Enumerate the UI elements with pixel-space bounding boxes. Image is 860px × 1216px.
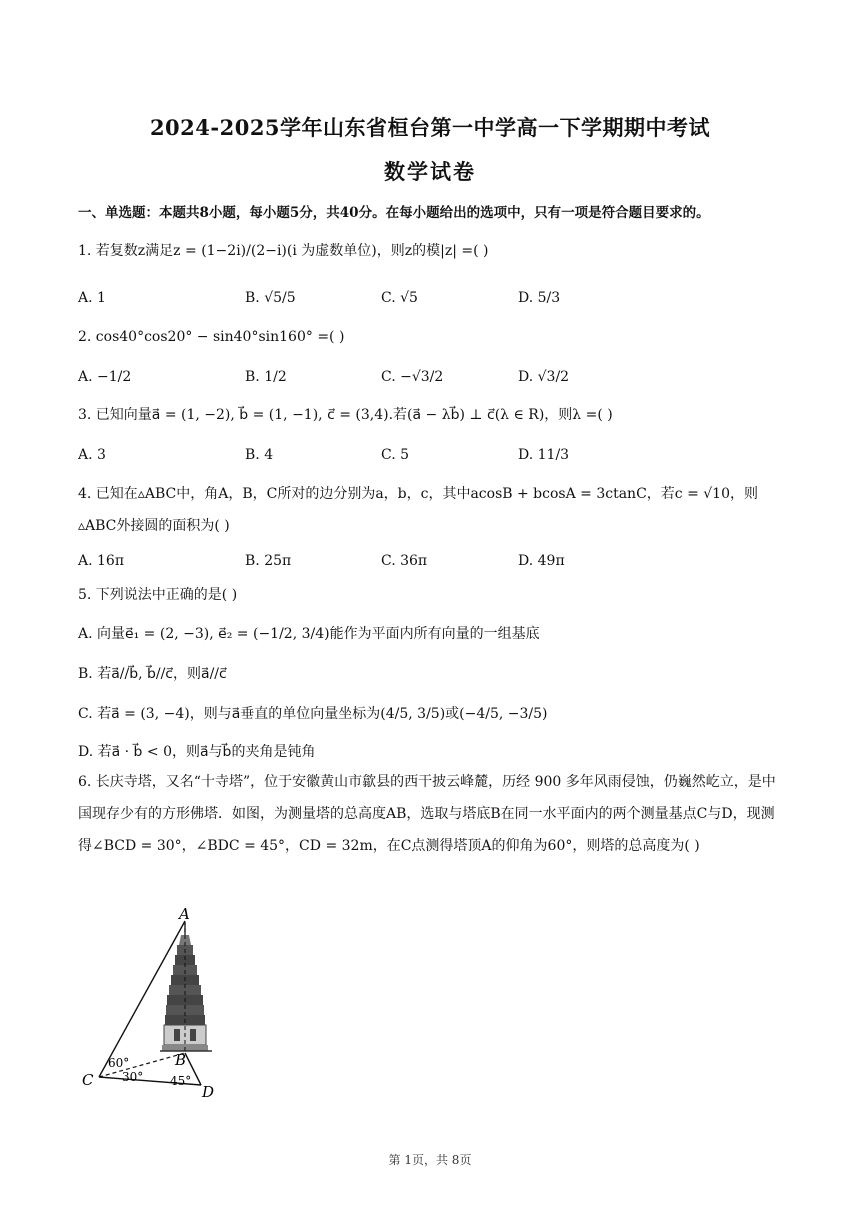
- angle-bcd: 30°: [122, 1070, 144, 1084]
- angle-elevation: 60°: [108, 1056, 130, 1070]
- page-footer: 第 1页，共 8页: [388, 1153, 472, 1167]
- q4-option-a: A. 16π: [78, 553, 125, 569]
- section-heading: 一、单选题：本题共8小题，每小题5分，共40分。在每小题给出的选项中，只有一项是符合题目要求的。: [78, 205, 710, 221]
- exam-subtitle: 数学试卷: [384, 159, 476, 184]
- exam-title: 2024-2025学年山东省桓台第一中学高一下学期期中考试: [149, 115, 711, 140]
- q1-option-a: A. 1: [78, 290, 106, 306]
- question-6-stem: 6. 长庆寺塔，又名“十寺塔”，位于安徽黄山市歙县的西干披云峰麓，历经 900 多年风雨侵蚀，仍巍然屹立，是中国现存少有的方形佛塔．如图，为测量塔的总高度AB，选取与塔底B在同一水平面内的两个测量基点C与D，现测得∠BCD = 30°，∠BDC = 45°，CD = 32m，在C点测得塔顶A的仰角为60°，则塔的总高度为( ): [78, 774, 776, 854]
- pagoda-illustration: [160, 923, 212, 1051]
- label-c: C: [82, 1071, 94, 1089]
- question-2-stem: 2. cos40°cos20° − sin40°sin160° =( ): [78, 329, 345, 345]
- q2-option-c: C. −√3/2: [381, 369, 444, 385]
- q3-option-b: B. 4: [245, 447, 274, 463]
- q5-option-d: D. 若a⃗ · b⃗ < 0，则a⃗与b⃗的夹角是钝角: [78, 744, 316, 760]
- q3-option-a: A. 3: [78, 447, 106, 463]
- q5-option-c: C. 若a⃗ = (3, −4)，则与a⃗垂直的单位向量坐标为(4/5, 3/5)或(−4/5, −3/5): [78, 706, 548, 722]
- q2-option-a: A. −1/2: [78, 369, 132, 385]
- q2-option-d: D. √3/2: [518, 369, 570, 385]
- question-4-stem: 4. 已知在▵ABC中，角A，B，C所对的边分别为a，b，c，其中acosB + bcosA = 3ctanC，若c = √10，则▵ABC外接圆的面积为( ): [78, 486, 758, 534]
- q4-option-d: D. 49π: [518, 553, 565, 569]
- q5-option-b: B. 若a⃗//b⃗, b⃗//c⃗，则a⃗//c⃗: [78, 666, 227, 682]
- question-5-stem: 5. 下列说法中正确的是( ): [78, 587, 238, 603]
- question-1-stem: 1. 若复数z满足z = (1−2i)/(2−i)(i 为虚数单位)，则z的模|z| =( ): [78, 243, 489, 259]
- q2-option-b: B. 1/2: [245, 369, 287, 385]
- label-d: D: [202, 1083, 215, 1100]
- question-3-stem: 3. 已知向量a⃗ = (1, −2), b⃗ = (1, −1), c⃗ = (3,4).若(a⃗ − λb⃗) ⊥ c⃗(λ ∈ R)，则λ =( ): [78, 407, 613, 423]
- q4-option-c: C. 36π: [381, 553, 428, 569]
- q3-option-d: D. 11/3: [518, 447, 570, 463]
- q3-option-c: C. 5: [381, 447, 410, 463]
- q5-option-a: A. 向量e⃗₁ = (2, −3), e⃗₂ = (−1/2, 3/4)能作为平面内所有向量的一组基底: [78, 626, 540, 642]
- q1-option-c: C. √5: [381, 290, 418, 306]
- angle-bdc: 45°: [170, 1074, 192, 1088]
- q1-option-b: B. √5/5: [245, 290, 296, 306]
- pagoda-figure: [78, 905, 228, 1100]
- label-b: B: [175, 1051, 187, 1069]
- q4-option-b: B. 25π: [245, 553, 292, 569]
- q1-option-d: D. 5/3: [518, 290, 561, 306]
- label-a: A: [179, 905, 190, 923]
